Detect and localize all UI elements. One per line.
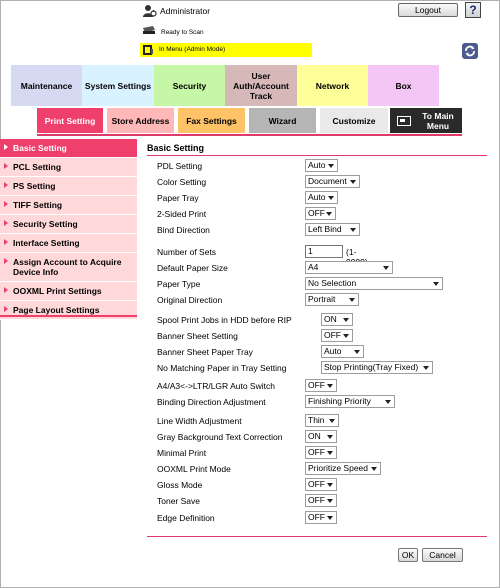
sidebar-item-label: OOXML Print Settings <box>13 286 102 296</box>
select-value: Prioritize Speed <box>308 463 369 473</box>
sidebar-item-label: Security Setting <box>13 219 78 229</box>
field-label: Toner Save <box>157 496 200 506</box>
dropdown-arrow-icon <box>433 282 439 286</box>
select-value: Auto <box>324 346 342 356</box>
pdl-setting-select[interactable] <box>305 159 338 172</box>
field-label: OOXML Print Mode <box>157 464 231 474</box>
dropdown-arrow-icon <box>327 483 333 487</box>
field-label: Paper Tray <box>157 193 199 203</box>
administrator-label: Administrator <box>160 6 211 16</box>
select-value: OFF <box>308 447 325 457</box>
section-title: Basic Setting <box>147 143 205 153</box>
to-main-menu-label: To Main Menu <box>422 110 454 131</box>
field-label: Spool Print Jobs in HDD before RIP <box>157 315 292 325</box>
tab-user-auth-account-track[interactable]: User Auth/Account Track <box>225 65 297 106</box>
dropdown-arrow-icon <box>354 350 360 354</box>
select-value: Finishing Priority <box>308 396 371 406</box>
bind-direction-select[interactable] <box>305 223 360 236</box>
paper-tray-select[interactable] <box>305 191 338 204</box>
sidebar-item-pcl-setting[interactable] <box>0 158 137 177</box>
section-title-underline <box>147 155 487 156</box>
dropdown-arrow-icon <box>327 435 333 439</box>
select-value: OFF <box>308 208 325 218</box>
select-value: OFF <box>324 330 341 340</box>
tab-security[interactable]: Security <box>154 65 225 106</box>
minimal-print-select[interactable] <box>305 446 337 459</box>
sidebar-item-label: Assign Account to Acquire Device Info <box>13 257 122 277</box>
sidebar-item-assign-account[interactable] <box>0 253 137 282</box>
arrow-right-icon <box>4 287 8 293</box>
select-value: Auto <box>308 192 326 202</box>
no-matching-paper-select[interactable] <box>321 361 433 374</box>
sidebar-item-ps-setting[interactable] <box>0 177 137 196</box>
field-label: PDL Setting <box>157 161 203 171</box>
select-value: No Selection <box>308 278 357 288</box>
logout-button[interactable]: Logout <box>398 3 458 17</box>
select-value: OFF <box>308 479 325 489</box>
arrow-right-icon <box>4 258 8 264</box>
number-of-sets-range: (1- <box>346 247 357 257</box>
field-label: Edge Definition <box>157 513 215 523</box>
default-paper-size-select[interactable] <box>305 261 393 274</box>
field-label: Gloss Mode <box>157 480 203 490</box>
spool-print-jobs-select[interactable] <box>321 313 353 326</box>
field-label: Line Width Adjustment <box>157 416 242 426</box>
color-setting-select[interactable] <box>305 175 360 188</box>
mode-text: In Menu (Admin Mode) <box>159 46 226 53</box>
field-label: Original Direction <box>157 295 223 305</box>
tab-network[interactable]: Network <box>297 65 368 106</box>
sidebar-item-page-layout-settings[interactable] <box>0 301 137 320</box>
menu-mode-icon <box>142 44 154 56</box>
subtab-divider <box>37 134 462 136</box>
mode-banner <box>140 43 312 57</box>
banner-sheet-setting-select[interactable] <box>321 329 353 342</box>
dropdown-arrow-icon <box>350 228 356 232</box>
field-label: Paper Type <box>157 279 201 289</box>
administrator-icon <box>143 4 157 18</box>
select-value: OFF <box>308 512 325 522</box>
to-main-menu-button[interactable] <box>390 108 462 133</box>
subtab-wizard[interactable]: Wizard <box>249 108 316 133</box>
select-value: ON <box>324 314 337 324</box>
sidebar-item-tiff-setting[interactable] <box>0 196 137 215</box>
dropdown-arrow-icon <box>328 196 334 200</box>
select-value: Thin <box>308 415 325 425</box>
content-bottom-line <box>147 536 487 537</box>
sidebar-item-basic-setting[interactable] <box>0 139 137 158</box>
sidebar-bottom-line <box>0 315 137 317</box>
subtab-fax-settings[interactable]: Fax Settings <box>178 108 245 133</box>
dropdown-arrow-icon <box>327 451 333 455</box>
sidebar <box>0 139 137 320</box>
dropdown-arrow-icon <box>326 212 332 216</box>
gray-background-text-select[interactable] <box>305 430 337 443</box>
field-label: Minimal Print <box>157 448 207 458</box>
sidebar-item-label: PS Setting <box>13 181 56 191</box>
dropdown-arrow-icon <box>343 334 349 338</box>
ooxml-print-mode-select[interactable] <box>305 462 381 475</box>
select-value: Document <box>308 176 347 186</box>
gloss-mode-select[interactable] <box>305 478 337 491</box>
field-label: Color Setting <box>157 177 207 187</box>
sidebar-item-label: Page Layout Settings <box>13 305 100 315</box>
arrow-right-icon <box>4 182 8 188</box>
field-label: A4/A3<->LTR/LGR Auto Switch <box>157 381 275 391</box>
two-sided-print-select[interactable] <box>305 207 336 220</box>
dropdown-arrow-icon <box>343 318 349 322</box>
arrow-right-icon <box>4 220 8 226</box>
dropdown-arrow-icon <box>327 499 333 503</box>
sidebar-item-label: Basic Setting <box>13 143 67 153</box>
dropdown-arrow-icon <box>423 366 429 370</box>
toner-save-select[interactable] <box>305 494 337 507</box>
sidebar-item-security-setting[interactable] <box>0 215 137 234</box>
select-value: Stop Printing(Tray Fixed) <box>324 362 419 372</box>
field-label: Default Paper Size <box>157 263 228 273</box>
number-of-sets-input[interactable]: 1 <box>305 245 343 258</box>
select-value: Portrait <box>308 294 336 304</box>
field-label: Number of Sets <box>157 247 217 257</box>
dropdown-arrow-icon <box>385 400 391 404</box>
arrow-right-icon <box>4 144 8 150</box>
edge-definition-select[interactable] <box>305 511 337 524</box>
field-label: Bind Direction <box>157 225 210 235</box>
dropdown-arrow-icon <box>327 516 333 520</box>
main-menu-icon <box>397 116 411 126</box>
paper-type-select[interactable] <box>305 277 443 290</box>
dropdown-arrow-icon <box>349 298 355 302</box>
dropdown-arrow-icon <box>371 467 377 471</box>
subtab-print-setting[interactable]: Print Setting <box>37 108 103 133</box>
field-label: Banner Sheet Setting <box>157 331 238 341</box>
field-label: Binding Direction Adjustment <box>157 397 266 407</box>
auto-switch-select[interactable] <box>305 379 337 392</box>
dropdown-arrow-icon <box>327 384 333 388</box>
tab-box[interactable]: Box <box>368 65 439 106</box>
select-value: Left Bind <box>308 224 342 234</box>
tab-system-settings[interactable]: System Settings <box>82 65 154 106</box>
scanner-icon <box>142 25 156 35</box>
select-value: ON <box>308 431 321 441</box>
sidebar-item-label: TIFF Setting <box>13 200 63 210</box>
arrow-right-icon <box>4 201 8 207</box>
status-text: Ready to Scan <box>161 29 204 36</box>
dropdown-arrow-icon <box>328 164 334 168</box>
sidebar-item-interface-setting[interactable] <box>0 234 137 253</box>
select-value: A4 <box>308 262 319 272</box>
sidebar-item-ooxml-print-settings[interactable] <box>0 282 137 301</box>
tab-maintenance[interactable]: Maintenance <box>11 65 82 106</box>
arrow-right-icon <box>4 239 8 245</box>
ok-button[interactable]: OK <box>398 548 418 562</box>
field-label: Gray Background Text Correction <box>157 432 283 442</box>
field-label: 2-Sided Print <box>157 209 207 219</box>
original-direction-select[interactable] <box>305 293 359 306</box>
select-value: Auto <box>308 160 326 170</box>
sidebar-item-label: PCL Setting <box>13 162 62 172</box>
dropdown-arrow-icon <box>383 266 389 270</box>
cancel-button[interactable]: Cancel <box>422 548 463 562</box>
help-button[interactable]: ? <box>465 2 481 18</box>
binding-direction-adjustment-select[interactable] <box>305 395 395 408</box>
select-value: OFF <box>308 380 325 390</box>
banner-sheet-paper-tray-select[interactable] <box>321 345 364 358</box>
field-label: No Matching Paper in Tray Setting <box>157 363 287 373</box>
sidebar-item-label: Interface Setting <box>13 238 80 248</box>
select-value: OFF <box>308 495 325 505</box>
subtab-customize[interactable]: Customize <box>320 108 388 133</box>
dropdown-arrow-icon <box>329 419 335 423</box>
line-width-adjustment-select[interactable] <box>305 414 339 427</box>
refresh-icon[interactable] <box>462 43 478 59</box>
field-label: Banner Sheet Paper Tray <box>157 347 253 357</box>
dropdown-arrow-icon <box>350 180 356 184</box>
arrow-right-icon <box>4 306 8 312</box>
arrow-right-icon <box>4 163 8 169</box>
subtab-store-address[interactable]: Store Address <box>107 108 174 133</box>
